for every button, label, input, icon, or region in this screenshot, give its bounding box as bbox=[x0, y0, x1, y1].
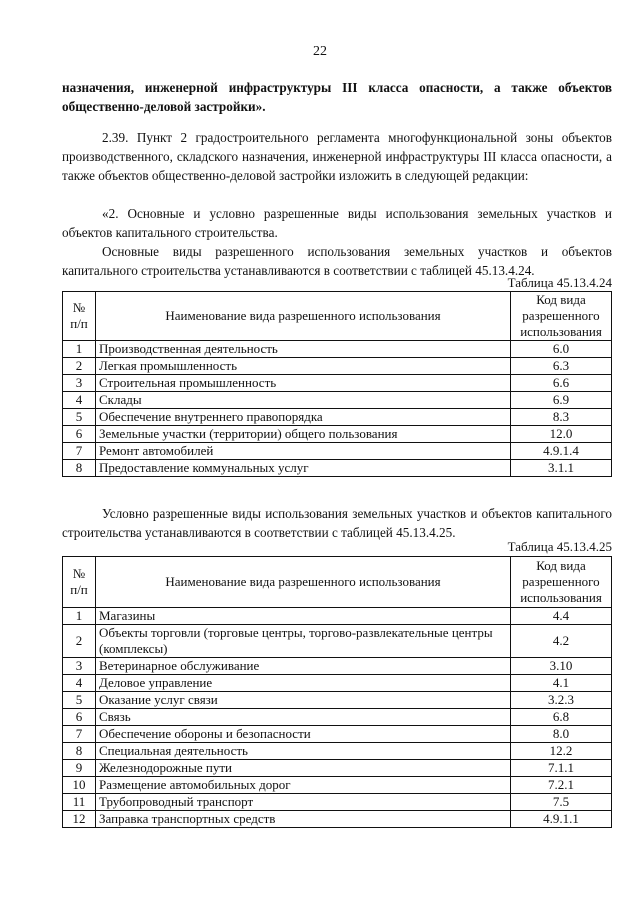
cell-code: 3.2.3 bbox=[511, 692, 612, 709]
cell-code: 4.4 bbox=[511, 608, 612, 625]
cell-num: 9 bbox=[63, 760, 96, 777]
table-row bbox=[63, 341, 612, 358]
header-code: Код вида разрешенного использования bbox=[511, 292, 612, 341]
cell-num: 10 bbox=[63, 777, 96, 794]
cell-name: Железнодорожные пути bbox=[96, 760, 511, 777]
cell-num: 11 bbox=[63, 794, 96, 811]
cell-code: 8.3 bbox=[511, 409, 612, 426]
cell-num: 6 bbox=[63, 426, 96, 443]
cell-name: Ветеринарное обслуживание bbox=[96, 658, 511, 675]
cell-code: 6.8 bbox=[511, 709, 612, 726]
table-row bbox=[63, 392, 612, 409]
cell-num: 4 bbox=[63, 675, 96, 692]
table-row bbox=[63, 692, 612, 709]
cell-code: 4.1 bbox=[511, 675, 612, 692]
table-row bbox=[63, 375, 612, 392]
cell-num: 7 bbox=[63, 726, 96, 743]
cell-code: 6.0 bbox=[511, 341, 612, 358]
header-num: № п/п bbox=[63, 557, 96, 608]
cell-num: 6 bbox=[63, 709, 96, 726]
paragraph-main-types: Основные виды разрешенного использования земельных участков и объектов капитального строительства устанавливаются в соответствии с таблицей 45.13.4.24. bbox=[62, 244, 612, 278]
cell-name: Обеспечение обороны и безопасности bbox=[96, 726, 511, 743]
table-row bbox=[63, 726, 612, 743]
cell-num: 7 bbox=[63, 443, 96, 460]
cell-name: Земельные участки (территории) общего пользования bbox=[96, 426, 511, 443]
table-row bbox=[63, 658, 612, 675]
cell-name: Деловое управление bbox=[96, 675, 511, 692]
cell-name: Обеспечение внутреннего правопорядка bbox=[96, 409, 511, 426]
table-main-uses bbox=[62, 291, 612, 477]
table-row bbox=[63, 794, 612, 811]
cell-num: 3 bbox=[63, 658, 96, 675]
header-num: № п/п bbox=[63, 292, 96, 341]
table-caption-1: Таблица 45.13.4.24 bbox=[507, 275, 612, 290]
cell-code: 7.1.1 bbox=[511, 760, 612, 777]
cell-code: 6.6 bbox=[511, 375, 612, 392]
cell-num: 3 bbox=[63, 375, 96, 392]
table-header-row bbox=[63, 557, 612, 608]
table-caption-2: Таблица 45.13.4.25 bbox=[507, 539, 612, 554]
cell-num: 1 bbox=[63, 608, 96, 625]
cell-code: 7.2.1 bbox=[511, 777, 612, 794]
cell-num: 5 bbox=[63, 409, 96, 426]
cell-code: 6.9 bbox=[511, 392, 612, 409]
table-row bbox=[63, 777, 612, 794]
cell-name: Связь bbox=[96, 709, 511, 726]
header-name: Наименование вида разрешенного использования bbox=[96, 292, 511, 341]
cell-code: 7.5 bbox=[511, 794, 612, 811]
cell-code: 4.9.1.1 bbox=[511, 811, 612, 828]
cell-code: 12.2 bbox=[511, 743, 612, 760]
table-row bbox=[63, 760, 612, 777]
cell-num: 2 bbox=[63, 625, 96, 658]
paragraph-2-39: 2.39. Пункт 2 градостроительного регламента многофункциональной зоны объектов производственного, складского назначения, инженерной инфраструктуры III класса опасности, а также объектов общественно-деловой застройки изложить в следующей редакции: bbox=[62, 130, 612, 183]
cell-name: Оказание услуг связи bbox=[96, 692, 511, 709]
table-row bbox=[63, 675, 612, 692]
cell-name: Легкая промышленность bbox=[96, 358, 511, 375]
paragraph-conditional-types: Условно разрешенные виды использования земельных участков и объектов капитального строительства устанавливаются в соответствии с таблицей 45.13.4.25. bbox=[62, 506, 612, 540]
cell-name: Ремонт автомобилей bbox=[96, 443, 511, 460]
table-row bbox=[63, 709, 612, 726]
cell-name: Трубопроводный транспорт bbox=[96, 794, 511, 811]
table-row bbox=[63, 460, 612, 477]
cell-code: 4.2 bbox=[511, 625, 612, 658]
table-row bbox=[63, 625, 612, 658]
cell-code: 3.1.1 bbox=[511, 460, 612, 477]
cell-name: Производственная деятельность bbox=[96, 341, 511, 358]
cell-code: 8.0 bbox=[511, 726, 612, 743]
cell-name: Размещение автомобильных дорог bbox=[96, 777, 511, 794]
cell-code: 3.10 bbox=[511, 658, 612, 675]
page-number: 22 bbox=[313, 44, 327, 59]
cell-num: 2 bbox=[63, 358, 96, 375]
table-row bbox=[63, 811, 612, 828]
header-name: Наименование вида разрешенного использования bbox=[96, 557, 511, 608]
cell-name: Специальная деятельность bbox=[96, 743, 511, 760]
table-row bbox=[63, 426, 612, 443]
table-row bbox=[63, 409, 612, 426]
paragraph-quote-2: «2. Основные и условно разрешенные виды использования земельных участков и объектов капитального строительства. bbox=[62, 206, 612, 240]
cell-code: 4.9.1.4 bbox=[511, 443, 612, 460]
cell-name: Заправка транспортных средств bbox=[96, 811, 511, 828]
table-conditional-uses bbox=[62, 556, 612, 828]
table-row bbox=[63, 443, 612, 460]
cell-name: Строительная промышленность bbox=[96, 375, 511, 392]
cell-code: 6.3 bbox=[511, 358, 612, 375]
cell-name: Предоставление коммунальных услуг bbox=[96, 460, 511, 477]
table-row bbox=[63, 743, 612, 760]
cell-num: 8 bbox=[63, 743, 96, 760]
cell-num: 1 bbox=[63, 341, 96, 358]
cell-num: 5 bbox=[63, 692, 96, 709]
table-row bbox=[63, 358, 612, 375]
cell-num: 4 bbox=[63, 392, 96, 409]
paragraph-bold-continuation: назначения, инженерной инфраструктуры III класса опасности, а также объектов общественно-деловой застройки». bbox=[62, 80, 612, 114]
cell-num: 12 bbox=[63, 811, 96, 828]
cell-name: Объекты торговли (торговые центры, торгово-развлекательные центры (комплексы) bbox=[96, 625, 511, 658]
cell-name: Склады bbox=[96, 392, 511, 409]
table-header-row bbox=[63, 292, 612, 341]
cell-name: Магазины bbox=[96, 608, 511, 625]
cell-num: 8 bbox=[63, 460, 96, 477]
cell-code: 12.0 bbox=[511, 426, 612, 443]
table-row bbox=[63, 608, 612, 625]
header-code: Код вида разрешенного использования bbox=[511, 557, 612, 608]
